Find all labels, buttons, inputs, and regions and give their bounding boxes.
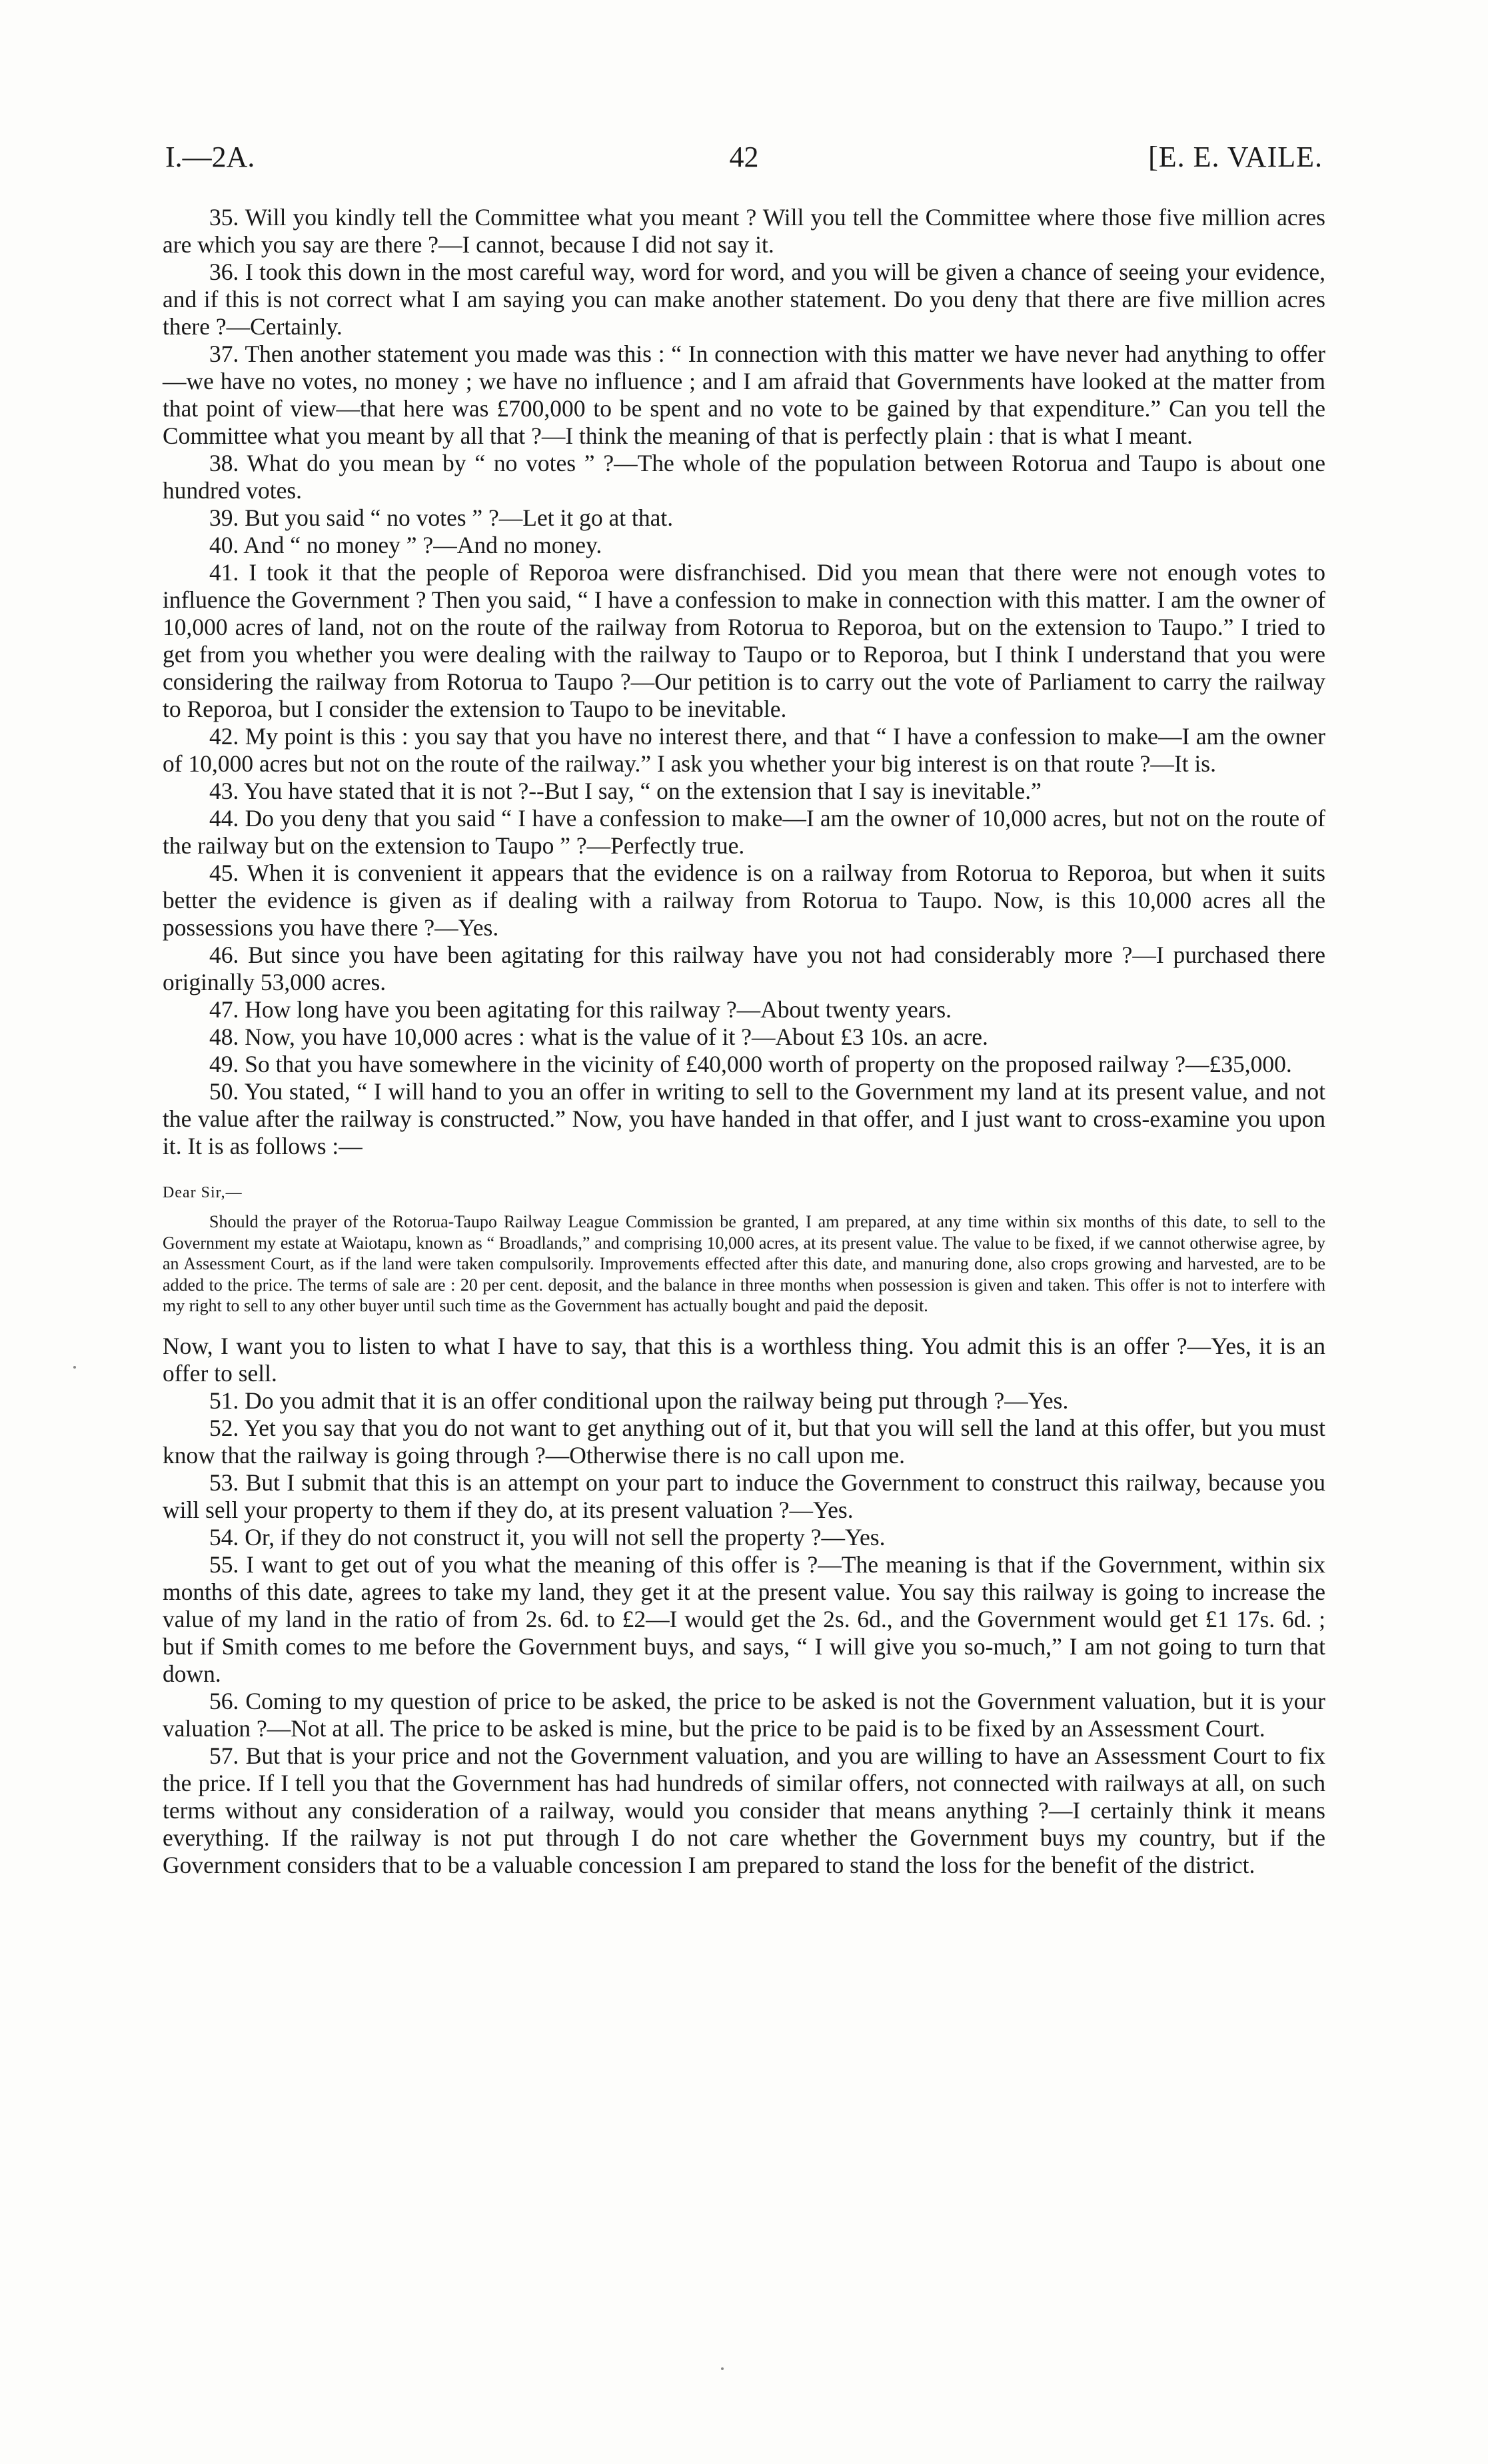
page-body	[163, 204, 1325, 1879]
question-37: 37. Then another statement you made was this : “ In connection with this matter we have never had anything to offer—we have no votes, no money ; we have no influence ; and I am afraid that Governments have looked at the matter from that point of view—that here was £700,000 to be spent and no vote to be gained by that expenditure.” Can you tell the Committee what you meant by all that ?—I think the meaning of that is perfectly plain : that is what I meant.	[163, 340, 1325, 449]
question-38: 38. What do you mean by “ no votes ” ?—The whole of the population between Rotorua and Taupo is about one hundred votes.	[163, 450, 1325, 504]
question-41: 41. I took it that the people of Reporoa were disfranchised. Did you mean that there were not enough votes to influence the Government ? Then you said, “ I have a confession to make in connection with this matter. I am the owner of 10,000 acres of land, not on the route of the railway from Rotorua to Reporoa, but on the extension to Taupo.” I tried to get from you whether you were dealing with the railway to Taupo or to Reporoa, but I think I understand that you were considering the railway from Rotorua to Taupo ?—Our petition is to carry out the vote of Parliament to carry the railway to Reporoa, but I consider the extension to Taupo to be inevitable.	[163, 559, 1325, 722]
question-47: 47. How long have you been agitating for this railway ?—About twenty years.	[209, 996, 952, 1023]
question-45: 45. When it is convenient it appears that the evidence is on a railway from Rotorua to Reporoa, but when it suits better the evidence is given as if dealing with a railway from Rotorua to Taupo. Now, is this 10,000 acres all the possessions you have there ?—Yes.	[163, 860, 1325, 941]
question-54: 54. Or, if they do not construct it, you will not sell the property ?—Yes.	[209, 1523, 886, 1550]
page-header	[165, 140, 1323, 180]
letter-salutation: Dear Sir,—	[163, 1184, 243, 1201]
question-52: 52. Yet you say that you do not want to get anything out of it, but that you will sell the land at this offer, but you must know that the railway is going through ?—Otherwise there is no call upon me.	[163, 1414, 1325, 1469]
question-50: 50. You stated, “ I will hand to you an offer in writing to sell to the Government my land at its present value, and not the value after the railway is constructed.” Now, you have handed in that offer, and I just want to cross-examine you upon it. It is as follows :—	[163, 1078, 1325, 1159]
question-51: 51. Do you admit that it is an offer conditional upon the railway being put through ?—Yes.	[209, 1387, 1069, 1414]
question-36: 36. I took this down in the most careful way, word for word, and you will be given a chance of seeing your evidence, and if this is not correct what I am saying you can make another statement. Do you deny that there are five million acres there ?—Certainly.	[163, 259, 1325, 340]
question-40: 40. And “ no money ” ?—And no money.	[209, 532, 602, 558]
question-49: 49. So that you have somewhere in the vicinity of £40,000 worth of property on the proposed railway ?—£35,000.	[209, 1051, 1292, 1077]
question-46: 46. But since you have been agitating for this railway have you not had considerably more ?—I purchased there originally 53,000 acres.	[163, 941, 1325, 995]
question-53: 53. But I submit that this is an attempt on your part to induce the Government to construct this railway, because you will sell your property to them if they do, at its present valuation ?—Yes.	[163, 1469, 1325, 1523]
page-number: 42	[729, 141, 759, 173]
question-43: 43. You have stated that it is not ?--But I say, “ on the extension that I say is inevitable.”	[209, 778, 1042, 804]
question-44: 44. Do you deny that you said “ I have a confession to make—I am the owner of 10,000 acres, but not on the route of the railway but on the extension to Taupo ” ?—Perfectly true.	[163, 805, 1325, 859]
question-56: 56. Coming to my question of price to be asked, the price to be asked is not the Government valuation, but it is your valuation ?—Not at all. The price to be asked is mine, but the price to be paid is to be fixed by an Assessment Court.	[163, 1687, 1325, 1742]
scan-speck	[73, 1366, 76, 1369]
witness-name: [E. E. VAILE.	[1148, 141, 1323, 173]
question-48: 48. Now, you have 10,000 acres : what is the value of it ?—About £3 10s. an acre.	[209, 1023, 988, 1050]
continuation-paragraph: Now, I want you to listen to what I have to say, that this is a worthless thing. You admit this is an offer ?—Yes, it is an offer to sell.	[163, 1332, 1325, 1387]
paper-reference: I.—2A.	[165, 141, 255, 173]
question-35: 35. Will you kindly tell the Committee what you meant ? Will you tell the Committee where those five million acres are which you say are there ?—I cannot, because I did not say it.	[163, 204, 1325, 258]
question-55: 55. I want to get out of you what the meaning of this offer is ?—The meaning is that if the Government, within six months of this date, agrees to take my land, they get it at the present value. You say this railway is going to increase the value of my land in the ratio of from 2s. 6d. to £2—I would get the 2s. 6d., and the Government would get £1 17s. 6d. ; but if Smith comes to me before the Government buys, and says, “ I will give you so-much,” I am not going to turn that down.	[163, 1550, 1325, 1687]
letter-body: Should the prayer of the Rotorua-Taupo Railway League Commission be granted, I am prepared, at any time within six months of this date, to sell to the Government my estate at Waiotapu, known as “ Broadlands,” and comprising 10,000 acres, at its present value. The value to be fixed, if we cannot otherwise agree, by an Assessment Court, as if the land were taken compulsorily. Improvements effected after this date, and manuring done, also crops growing and harvested, are to be added to the price. The terms of sale are : 20 per cent. deposit, and the balance in three months when possession is given and taken. This offer is not to interfere with my right to sell to any other buyer until such time as the Government has actually bought and paid the deposit.	[163, 1212, 1325, 1315]
scan-speck	[721, 2367, 724, 2370]
quoted-letter	[163, 1184, 1325, 1317]
question-39: 39. But you said “ no votes ” ?—Let it go at that.	[209, 504, 674, 531]
question-57: 57. But that is your price and not the Government valuation, and you are willing to have an Assessment Court to fix the price. If I tell you that the Government has had hundreds of similar offers, not connected with railways at all, on such terms without any consideration of a railway, would you consider that means anything ?—I certainly think it means everything. If the railway is not put through I do not care whether the Government buys my country, but if the Government considers that to be a valuable concession I am prepared to stand the loss for the benefit of the district.	[163, 1742, 1325, 1878]
question-42: 42. My point is this : you say that you have no interest there, and that “ I have a confession to make—I am the owner of 10,000 acres but not on the route of the railway.” I ask you whether your big interest is on that route ?—It is.	[163, 723, 1325, 777]
